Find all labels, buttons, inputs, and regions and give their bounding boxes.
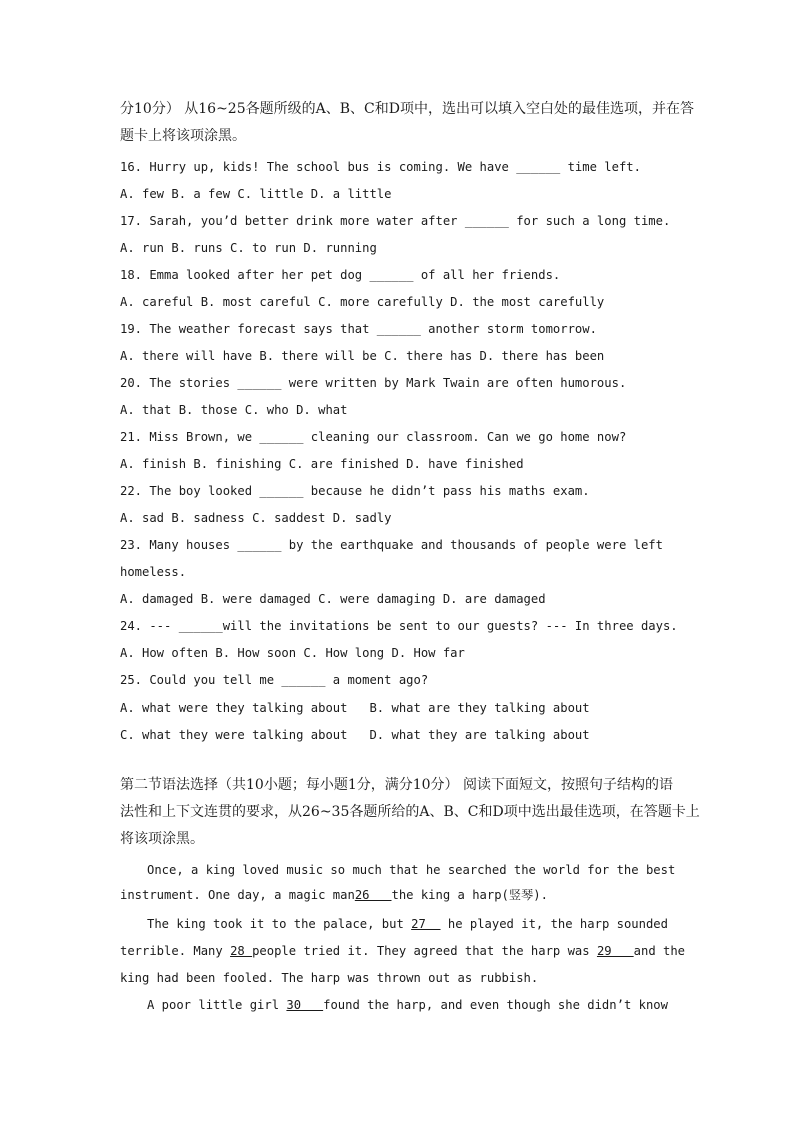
passage-text: terrible. Many — [120, 944, 231, 958]
passage-text: found the harp, and even though she didn’t know — [323, 998, 668, 1012]
question-20-options: A. that B. those C. who D. what — [120, 403, 348, 417]
question-25-options-cd: C. what they were talking about D. what they are talking about — [120, 728, 590, 742]
question-20-stem: 20. The stories ______ were written by Mark Twain are often humorous. — [120, 376, 627, 390]
passage-text: A poor little girl — [147, 998, 287, 1012]
blank-29: 29 — [596, 944, 634, 958]
passage-p2-line3: king had been fooled. The harp was thrown out as rubbish. — [120, 971, 539, 985]
section2-intro-line3: 将该项涂黑。 — [120, 831, 204, 847]
blank-30: 30 — [286, 998, 324, 1012]
passage-p2-line2 — [120, 943, 685, 959]
blank-26: 26 — [354, 888, 392, 902]
section2-intro-line1: 第二节语法选择（共10小题；每小题1分，满分10分） 阅读下面短文，按照句子结构的语 — [120, 777, 673, 793]
question-16-options: A. few B. a few C. little D. a little — [120, 187, 392, 201]
question-18-options: A. careful B. most careful C. more carefully D. the most carefully — [120, 295, 605, 309]
passage-text: and the — [633, 944, 686, 958]
passage-p1-line1: Once, a king loved music so much that he searched the world for the best — [147, 863, 676, 877]
passage-text: the king a harp(竖琴). — [391, 888, 548, 902]
section1-intro-line2: 题卡上将该项涂黑。 — [120, 128, 246, 144]
question-17-stem: 17. Sarah, you’d better drink more water after ______ for such a long time. — [120, 214, 671, 228]
blank-27: 27 — [411, 917, 441, 931]
question-22-options: A. sad B. sadness C. saddest D. sadly — [120, 511, 392, 525]
question-24-stem: 24. --- ______will the invitations be sent to our guests? --- In three days. — [120, 619, 678, 633]
section2-intro-line2: 法性和上下文连贯的要求，从26~35各题所给的A、B、C和D项中选出最佳选项，在答题卡上 — [120, 804, 700, 820]
question-25-stem: 25. Could you tell me ______ a moment ago? — [120, 673, 429, 687]
blank-28: 28 — [230, 944, 253, 958]
question-22-stem: 22. The boy looked ______ because he didn’t pass his maths exam. — [120, 484, 590, 498]
question-18-stem: 18. Emma looked after her pet dog ______ of all her friends. — [120, 268, 561, 282]
question-23-stem-continued: homeless. — [120, 565, 187, 579]
question-23-options: A. damaged B. were damaged C. were damaging D. are damaged — [120, 592, 546, 606]
question-16-stem: 16. Hurry up, kids! The school bus is coming. We have ______ time left. — [120, 160, 641, 174]
passage-p3-line1 — [147, 997, 668, 1013]
question-25-options-ab: A. what were they talking about B. what are they talking about — [120, 701, 590, 715]
section1-intro-line1: 分10分） 从16~25各题所级的A、B、C和D项中，选出可以填入空白处的最佳选项，并在答 — [120, 101, 694, 117]
question-17-options: A. run B. runs C. to run D. running — [120, 241, 377, 255]
question-19-options: A. there will have B. there will be C. there has D. there has been — [120, 349, 605, 363]
question-19-stem: 19. The weather forecast says that ______ another storm tomorrow. — [120, 322, 597, 336]
question-21-stem: 21. Miss Brown, we ______ cleaning our classroom. Can we go home now? — [120, 430, 627, 444]
passage-text: The king took it to the palace, but — [147, 917, 412, 931]
passage-text: people tried it. They agreed that the harp was — [252, 944, 597, 958]
question-23-stem: 23. Many houses ______ by the earthquake and thousands of people were left — [120, 538, 663, 552]
question-24-options: A. How often B. How soon C. How long D. How far — [120, 646, 465, 660]
passage-text: he played it, the harp sounded — [440, 917, 668, 931]
passage-p1-line2 — [120, 887, 548, 903]
passage-p2-line1 — [147, 916, 668, 932]
passage-text: instrument. One day, a magic man — [120, 888, 355, 902]
question-21-options: A. finish B. finishing C. are finished D. have finished — [120, 457, 524, 471]
